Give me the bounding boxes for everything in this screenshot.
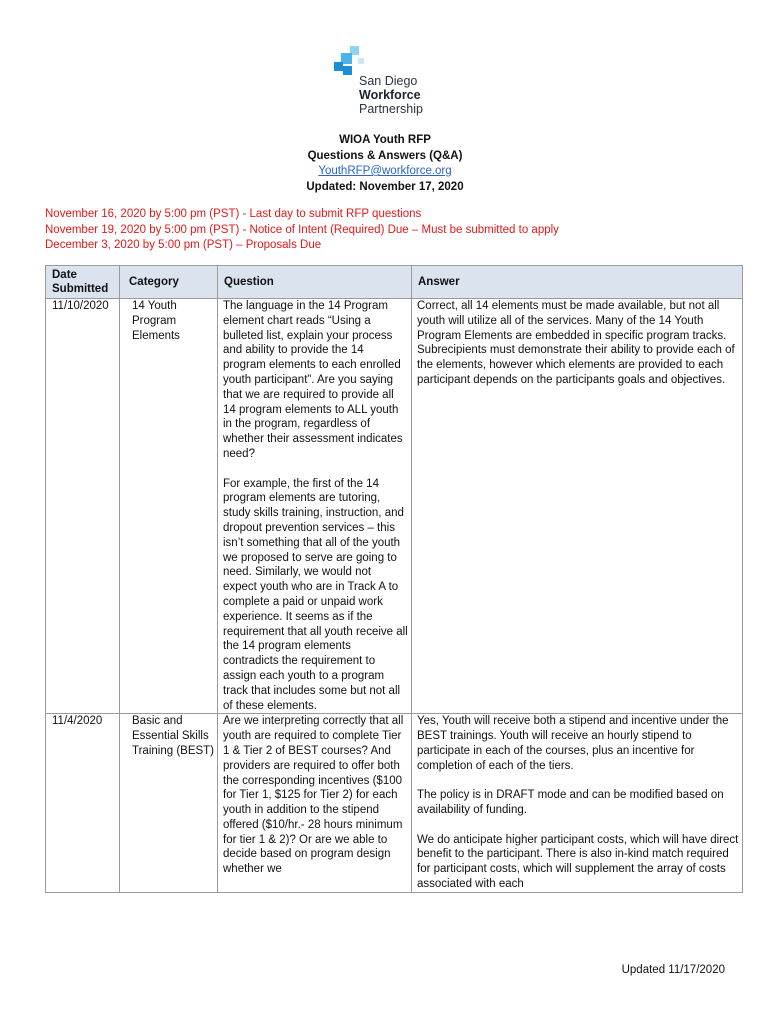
table-row <box>46 299 743 714</box>
cell-date: 11/4/2020 <box>46 714 120 893</box>
logo-line-2: Workforce <box>359 88 421 102</box>
answer-paragraph: The policy is in DRAFT mode and can be modified based on availability of funding. <box>417 789 724 817</box>
deadline-item: November 16, 2020 by 5:00 pm (PST) - Last day to submit RFP questions <box>45 208 422 220</box>
cell-category: Basic and Essential Skills Training (BEST) <box>120 714 218 893</box>
cell-category: 14 Youth Program Elements <box>120 299 218 714</box>
cell-answer <box>412 299 743 714</box>
updated-date: Updated: November 17, 2020 <box>306 180 464 193</box>
deadlines <box>45 207 559 254</box>
document-header <box>0 133 770 195</box>
question-paragraph: The language in the 14 Program element chart reads “Using a bulleted list, explain your process and ability to provide the 14 program elements to each enrolled youth participant”. Are you saying that we are required to provide all 14 program elements to ALL youth in the program, regardless of whether their assessment indicates need? <box>223 300 403 460</box>
deadline-item: December 3, 2020 by 5:00 pm (PST) – Proposals Due <box>45 239 322 251</box>
email-link[interactable]: YouthRFP@workforce.org <box>318 165 452 177</box>
header-answer: Answer <box>412 266 743 299</box>
table-row <box>46 714 743 893</box>
logo-wordmark <box>359 74 423 116</box>
cell-question <box>218 714 412 893</box>
header-question: Question <box>218 266 412 299</box>
question-paragraph: For example, the first of the 14 program elements are tutoring, study skills training, instruction, and dropout prevention services – this isn’t something that all of the youth we proposed to serve are going to need. Similarly, we would not expect youth who are in Track A to complete a paid or unpaid work experience. It seems as if the requirement that all youth receive all the 14 program elements contradicts the requirement to assign each youth to a program track that includes some but not all of these elements. <box>223 477 408 712</box>
cell-question <box>218 299 412 714</box>
cell-date: 11/10/2020 <box>46 299 120 714</box>
answer-paragraph: Correct, all 14 elements must be made available, but not all youth will utilize all of the services. Many of the 14 Youth Program Elements are embedded in specific program tracks. Subrecipients must demonstrate their ability to provide each of the elements, however which elements are provided to each participant depends on the participants goals and objectives. <box>417 300 735 386</box>
logo-line-3: Partnership <box>359 102 423 116</box>
cell-answer <box>412 714 743 893</box>
qa-table <box>45 265 743 893</box>
page-footer: Updated 11/17/2020 <box>621 964 725 976</box>
logo <box>332 46 452 116</box>
logo-line-1: San Diego <box>359 74 418 88</box>
header-category: Category <box>120 266 218 299</box>
document-subtitle: Questions & Answers (Q&A) <box>307 149 463 162</box>
answer-paragraph: Yes, Youth will receive both a stipend and incentive under the BEST trainings. Youth will receive an hourly stipend to participate in each of the courses, plus an incentive for completion of each of the tiers. <box>417 715 729 772</box>
answer-paragraph: We do anticipate higher participant costs, which will have direct benefit to the participant. There is also in-kind match required for participant costs, which will supplement the array of costs associated with each <box>417 833 739 891</box>
header-date-submitted: Date Submitted <box>46 266 120 299</box>
table-header-row <box>46 266 743 299</box>
document-title: WIOA Youth RFP <box>339 134 431 146</box>
deadline-item: November 19, 2020 by 5:00 pm (PST) - Notice of Intent (Required) Due – Must be submitted to apply <box>45 223 559 236</box>
question-paragraph: Are we interpreting correctly that all youth are required to complete Tier 1 & Tier 2 of BEST courses? And providers are required to offer both the corresponding incentives ($100 for Tier 1, $125 for Tier 2) for each youth in addition to the stipend offered ($10/hr.- 28 hours minimum for tier 1 & 2)? Or are we able to decide based on program design whether we <box>223 715 404 876</box>
